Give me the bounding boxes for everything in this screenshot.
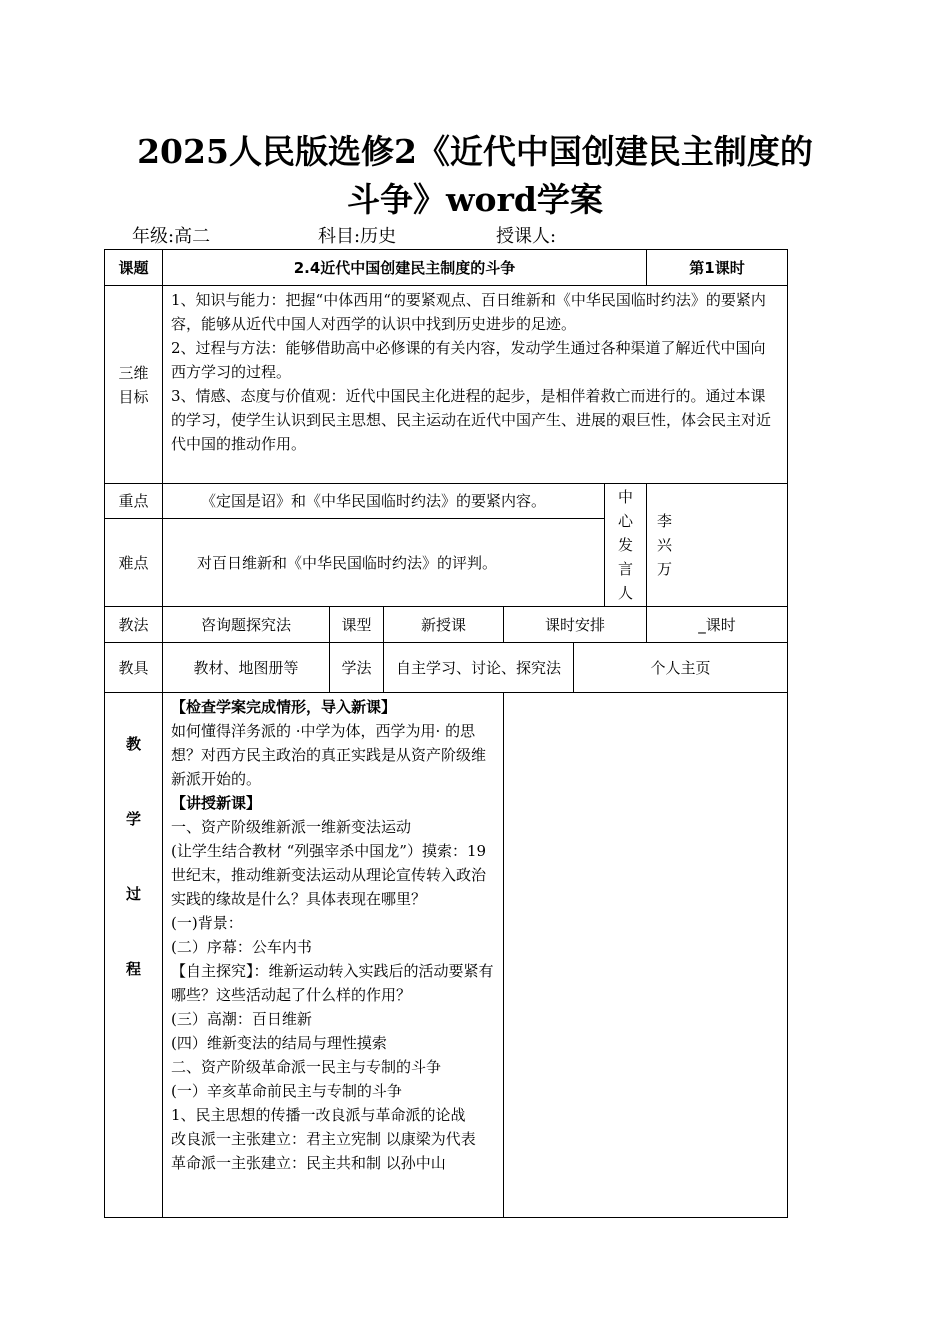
process-content [163,693,504,1218]
process-paragraph: 二、资产阶级革命派一民主与专制的斗争 [171,1058,442,1076]
subject-text: 科目:历史 [318,226,397,247]
process-label [105,693,163,1218]
process-paragraph: 如何懂得洋务派的 ·中学为体，西学为用· 的思想？对西方民主政治的真正实践是从资产阶级维新派开始的。 [171,722,487,788]
homepage-label: 个人主页 [574,643,788,693]
process-paragraph: (三）高潮：百日维新 [171,1010,312,1028]
tools-label: 教具 [105,643,163,693]
process-char-3: 过 [125,885,141,903]
speaker-name-text: 李 兴 万 [657,512,673,578]
process-char-1: 教 [125,735,141,753]
goals-label [105,286,163,484]
process-paragraph: (一）辛亥革命前民主与专制的斗争 [171,1082,402,1100]
process-paragraph: 【讲授新课】 [171,794,262,812]
document-title [100,128,850,224]
method-label: 教法 [105,607,163,643]
title-line-2: 斗争》word学案 [347,180,603,219]
schedule-label: 课时安排 [504,607,647,643]
lesson-plan-table [104,249,788,1218]
key-label: 重点 [105,484,163,519]
process-paragraph: (二）序幕：公车内书 [171,938,312,956]
meta-line [132,224,556,250]
goals-content [163,286,788,484]
process-paragraph: 【检查学案完成情形，导入新课】 [171,698,397,716]
goal-3: 3、情感、态度与价值观：近代中国民主化进程的起步，是相伴着救亡而进行的。通过本课的学习，使学生认识到民主思想、民主运动在近代中国产生、进展的艰巨性，体会民主对近代中国的推动作用。 [171,387,772,453]
process-paragraph: 改良派一主张建立：君主立宪制 以康梁为代表 革命派一主张建立：民主共和制 以孙中山 [171,1130,476,1172]
goal-1: 1、知识与能力：把握“中体西用“的要紧观点、百日维新和《中华民国临时约法》的要紧内容，能够从近代中国人对西学的认识中找到历史进步的足迹。 [171,291,766,333]
key-point: 《定国是诏》和《中华民国临时约法》的要紧内容。 [163,484,605,519]
process-paragraph: 【自主探究】：维新运动转入实践后的活动要紧有哪些？这些活动起了什么样的作用？ [171,962,494,1004]
process-list [171,695,495,1175]
difficult-label: 难点 [105,519,163,607]
speaker-name [647,484,788,607]
process-paragraph: (让学生结合教材 “列强宰杀中国龙”）摸索：19世纪末，推动维新变法运动从理论宣传转入政治实践的缘故是什么？具体表现在哪里？ [171,842,487,908]
schedule-value: _课时 [647,607,788,643]
type-value: 新授课 [384,607,504,643]
difficult-point: 对百日维新和《中华民国临时约法》的评判。 [163,519,605,607]
process-notes-blank [504,693,788,1218]
teacher-text: 授课人: [496,226,557,247]
topic-label: 课题 [105,250,163,286]
method-value: 咨询题探究法 [163,607,330,643]
goals-label-text: 三维 目标 [118,363,149,406]
topic-title: 2.4近代中国创建民主制度的斗争 [163,250,647,286]
study-label: 学法 [330,643,384,693]
study-value: 自主学习、讨论、探究法 [384,643,574,693]
speaker-label [605,484,647,607]
tools-value: 教材、地图册等 [163,643,330,693]
speaker-label-text: 中 心 发 言 人 [617,488,633,602]
lesson-number: 第1课时 [647,250,788,286]
type-label: 课型 [330,607,384,643]
process-paragraph: 1、民主思想的传播一改良派与革命派的论战 [171,1106,466,1124]
title-line-1: 2025人民版选修2《近代中国创建民主制度的 [137,132,813,171]
process-paragraph: (四）维新变法的结局与理性摸索 [171,1034,387,1052]
process-paragraph: 一、资产阶级维新派一维新变法运动 [171,818,412,836]
grade-text: 年级:高二 [132,226,211,247]
process-char-4: 程 [125,960,141,978]
process-paragraph: (一)背景： [171,914,243,932]
goal-2: 2、过程与方法：能够借助高中必修课的有关内容，发动学生通过各种渠道了解近代中国向西方学习的过程。 [171,339,766,381]
process-char-2: 学 [125,810,141,828]
